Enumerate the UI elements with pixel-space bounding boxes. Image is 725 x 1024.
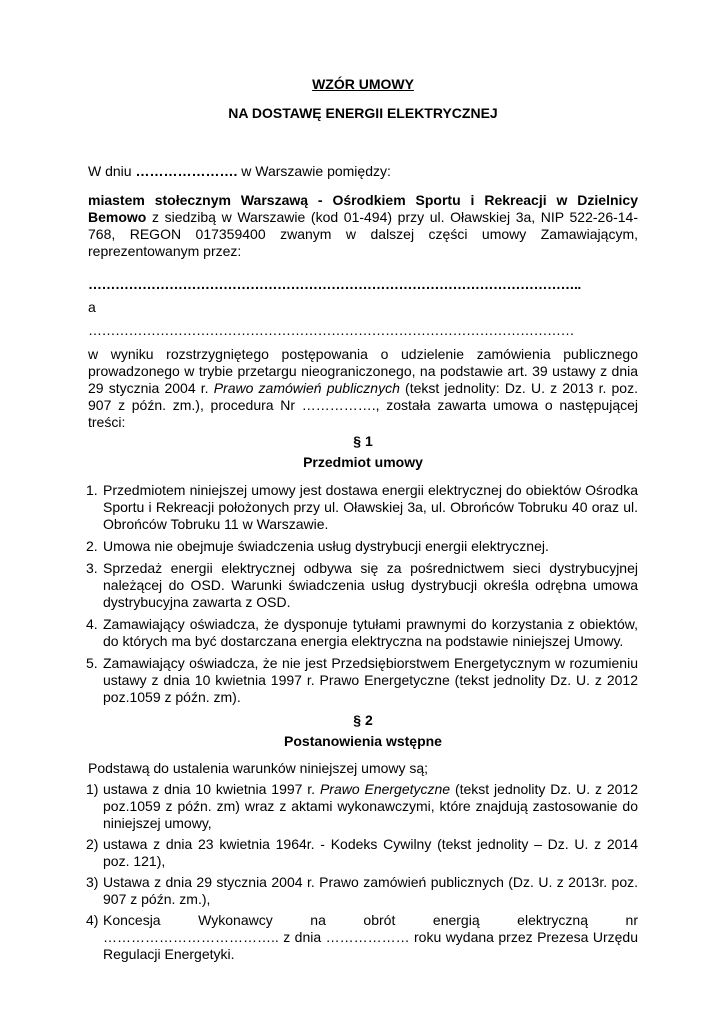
list-item-number: 2. [86, 538, 98, 554]
list-item-number: 1. [86, 482, 98, 498]
list-item-number: 4. [86, 616, 98, 632]
intro-suffix: w Warszawie pomiędzy: [237, 163, 391, 179]
procedure-paragraph [88, 346, 638, 431]
list-item-text: Zamawiający oświadcza, że dysponuje tytułami prawnymi do korzystania z obiektów, do których ma być dostarczana energia elektryczna na podstawie niniejszej Umowy. [103, 616, 638, 649]
list-item [88, 912, 638, 963]
list-item-number: 2) [86, 836, 99, 852]
section2-intro: Podstawą do ustalenia warunków niniejszej umowy są; [88, 760, 429, 776]
intro-line [88, 163, 638, 180]
list-item-number: 5. [86, 655, 98, 671]
list-item-text: Umowa nie obejmuje świadczenia usług dystrybucji energii elektrycznej. [103, 538, 549, 554]
list-item-law-name: Prawo Energetyczne [319, 781, 451, 797]
section1-title: Przedmiot umowy [303, 454, 423, 470]
list-item [88, 655, 638, 706]
intro-prefix: W dniu [88, 163, 136, 179]
section1-list [88, 482, 638, 706]
list-item-number: 3) [86, 874, 99, 890]
party-ordering [88, 192, 638, 260]
section2-title: Postanowienia wstępne [284, 733, 442, 749]
document-subtitle: NA DOSTAWĘ ENERGII ELEKTRYCZNEJ [228, 105, 498, 121]
list-item [88, 836, 638, 870]
section1-number: § 1 [353, 433, 373, 449]
list-item-number: 3. [86, 560, 98, 576]
list-item [88, 538, 638, 555]
list-item-text-line1: Koncesja Wykonawcy na obrót energią elektryczną nr [103, 912, 638, 928]
document-title: WZÓR UMOWY [312, 76, 414, 92]
section2-number: § 2 [353, 712, 373, 728]
list-item-text: Sprzedaż energii elektrycznej odbywa się za pośrednictwem sieci dystrybucyjnej należącej do OSD. Warunki świadczenia usług dystrybucji określa odrębna umowa dystrybucyjna zawarta z OSD. [103, 560, 638, 610]
procedure-part1: w wyniku rozstrzygniętego postępowania o udzielenie zamówienia publicznego prowadzonego w trybie przetargu nieograniczonego, na podstawie art. 39 ustawy z dnia 29 stycznia 2004 r. [88, 346, 638, 396]
document-page [88, 76, 638, 963]
list-item [88, 781, 638, 832]
list-item-text-post: (tekst jednolity Dz. U. z 2012 poz.1059 z późn. zm) wraz z aktami wykonawczymi, które znajdują zastosowanie do niniejszej umowy, [103, 781, 638, 831]
list-item-number: 1) [86, 781, 99, 797]
and-word: a [88, 299, 96, 315]
representative-dots: ……………………………………………………………………………………………….. [88, 276, 581, 292]
section2-list [88, 781, 638, 963]
procedure-part2: (tekst jednolity: Dz. U. z 2013 r. poz. 907 z późn. zm.), procedura Nr ……………., została zawarta umowa o następującej treści: [88, 380, 638, 430]
party-ordering-details: z siedzibą w Warszawie (kod 01-494) przy ul. Oławskiej 3a, NIP 522-26-14-768, REGON 017359400 zwanym w dalszej części umowy Zamawiającym, reprezentowanym przez: [88, 209, 638, 259]
list-item [88, 874, 638, 908]
list-item-text: Przedmiotem niniejszej umowy jest dostawa energii elektrycznej do obiektów Ośrodka Sportu i Rekreacji położonych przy ul. Oławskiej 3a, ul. Obrońców Tobruku 40 oraz ul. Obrońców Tobruku 11 w Warszawie. [103, 482, 638, 532]
list-item-text-line2: ……………………………….. z dnia ……………… roku wydana przez Prezesa Urzędu Regulacji Energetyki. [103, 929, 638, 962]
list-item [88, 482, 638, 533]
list-item [88, 616, 638, 650]
intro-date-dots: …………………. [135, 163, 238, 179]
party-ordering-name: miastem stołecznym Warszawą - Ośrodkiem Sportu i Rekreacji w Dzielnicy Bemowo [88, 192, 638, 225]
list-item-number: 4) [86, 912, 99, 928]
procedure-law-name: Prawo zamówień publicznych [213, 380, 400, 396]
list-item-text: Zamawiający oświadcza, że nie jest Przedsiębiorstwem Energetycznym w rozumieniu ustawy z dnia 10 kwietnia 1997 r. Prawo Energetyczne (tekst jednolity Dz. U. z 2012 poz.1059 z późn. zm). [103, 655, 638, 705]
list-item [88, 560, 638, 611]
list-item-text-pre: ustawa z dnia 10 kwietnia 1997 r. [103, 781, 320, 797]
contractor-dots: ……………………………………………………………………………………………… [88, 322, 574, 338]
list-item-text: ustawa z dnia 23 kwietnia 1964r. - Kodeks Cywilny (tekst jednolity – Dz. U. z 2014 poz. 121), [103, 836, 638, 869]
list-item-text: Ustawa z dnia 29 stycznia 2004 r. Prawo zamówień publicznych (Dz. U. z 2013r. poz. 907 z późn. zm.), [103, 874, 638, 907]
